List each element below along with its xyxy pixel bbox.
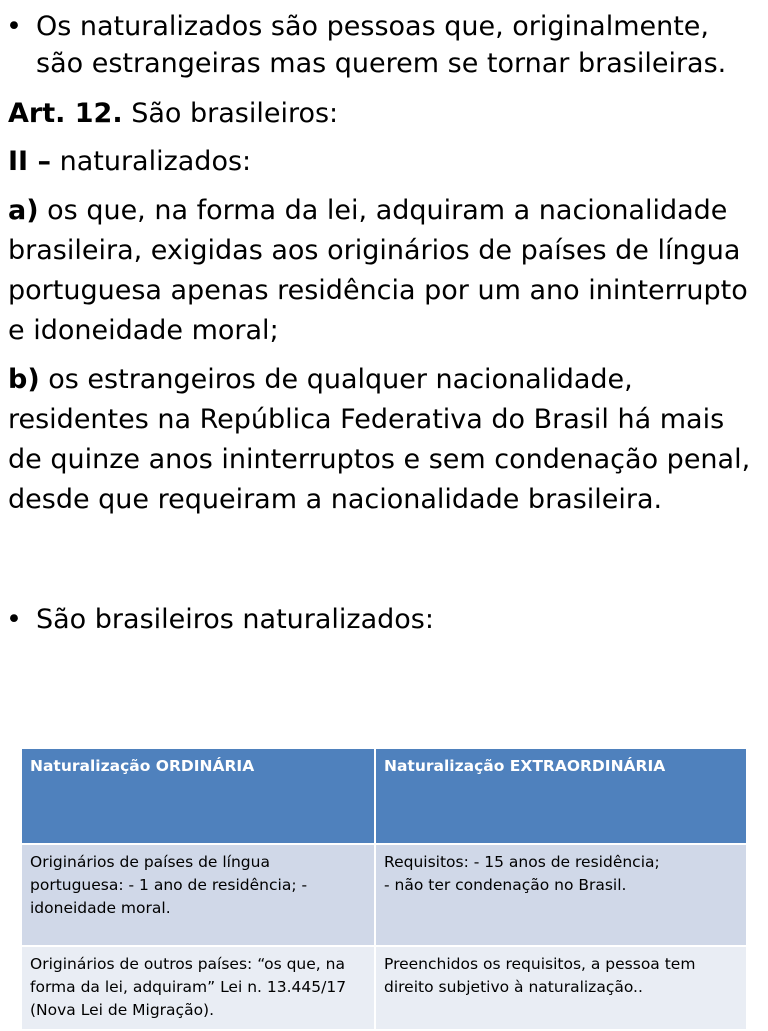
cell-line: - não ter condenação no Brasil. [384,876,627,894]
table-cell [375,946,747,1030]
cell-line: Requisitos: - 15 anos de residência; [384,853,660,871]
bullet-item-naturalizados [6,8,746,82]
item-heading-text: naturalizados: [51,146,252,177]
paragraph-a [8,191,760,351]
cell-line: direito subjetivo à naturalização.. [384,978,643,996]
paragraph-b-text: os estrangeiros de qualquer nacionalidade, residentes na República Federativa do Brasil há mais de quinze anos ininterruptos e sem condenação penal, desde que requeiram a nacionalidade brasileira. [8,364,751,515]
header-ordinaria: Naturalização ORDINÁRIA [21,748,375,844]
item-number: II – [8,146,51,177]
article-heading [8,94,760,134]
paragraph-b [8,360,760,520]
cell-line: Originários de outros países: “os que, na [30,955,345,973]
article-item-heading [8,142,760,182]
article-heading-text: São brasileiros: [122,98,339,129]
paragraph-b-label: b) [8,364,40,395]
bullet-icon: • [6,604,22,635]
cell-line: (Nova Lei de Migração). [30,1001,215,1019]
bullet-item-naturalizados-list [6,601,746,638]
table-row [21,946,747,1030]
table-cell [21,844,375,946]
table-header-row [21,748,747,844]
cell-line: idoneidade moral. [30,899,171,917]
cell-line: Preenchidos os requisitos, a pessoa tem [384,955,696,973]
table-cell [21,946,375,1030]
table-row [21,844,747,946]
bullet-text: São brasileiros naturalizados: [36,604,434,635]
cell-line: forma da lei, adquiram” Lei n. 13.445/17 [30,978,347,996]
article-number: Art. 12. [8,98,123,129]
cell-line: portuguesa: - 1 ano de residência; - [30,876,308,894]
cell-line: Originários de países de língua [30,853,270,871]
naturalization-table [20,747,748,1031]
table-cell [375,844,747,946]
paragraph-a-text: os que, na forma da lei, adquiram a nacionalidade brasileira, exigidas aos originários de países de língua portuguesa apenas residência por um ano ininterrupto e idoneidade moral; [8,195,748,346]
bullet-text: Os naturalizados são pessoas que, originalmente, são estrangeiras mas querem se tornar brasileiras. [36,11,727,79]
header-extraordinaria: Naturalização EXTRAORDINÁRIA [375,748,747,844]
bullet-icon: • [6,11,22,42]
paragraph-a-label: a) [8,195,39,226]
